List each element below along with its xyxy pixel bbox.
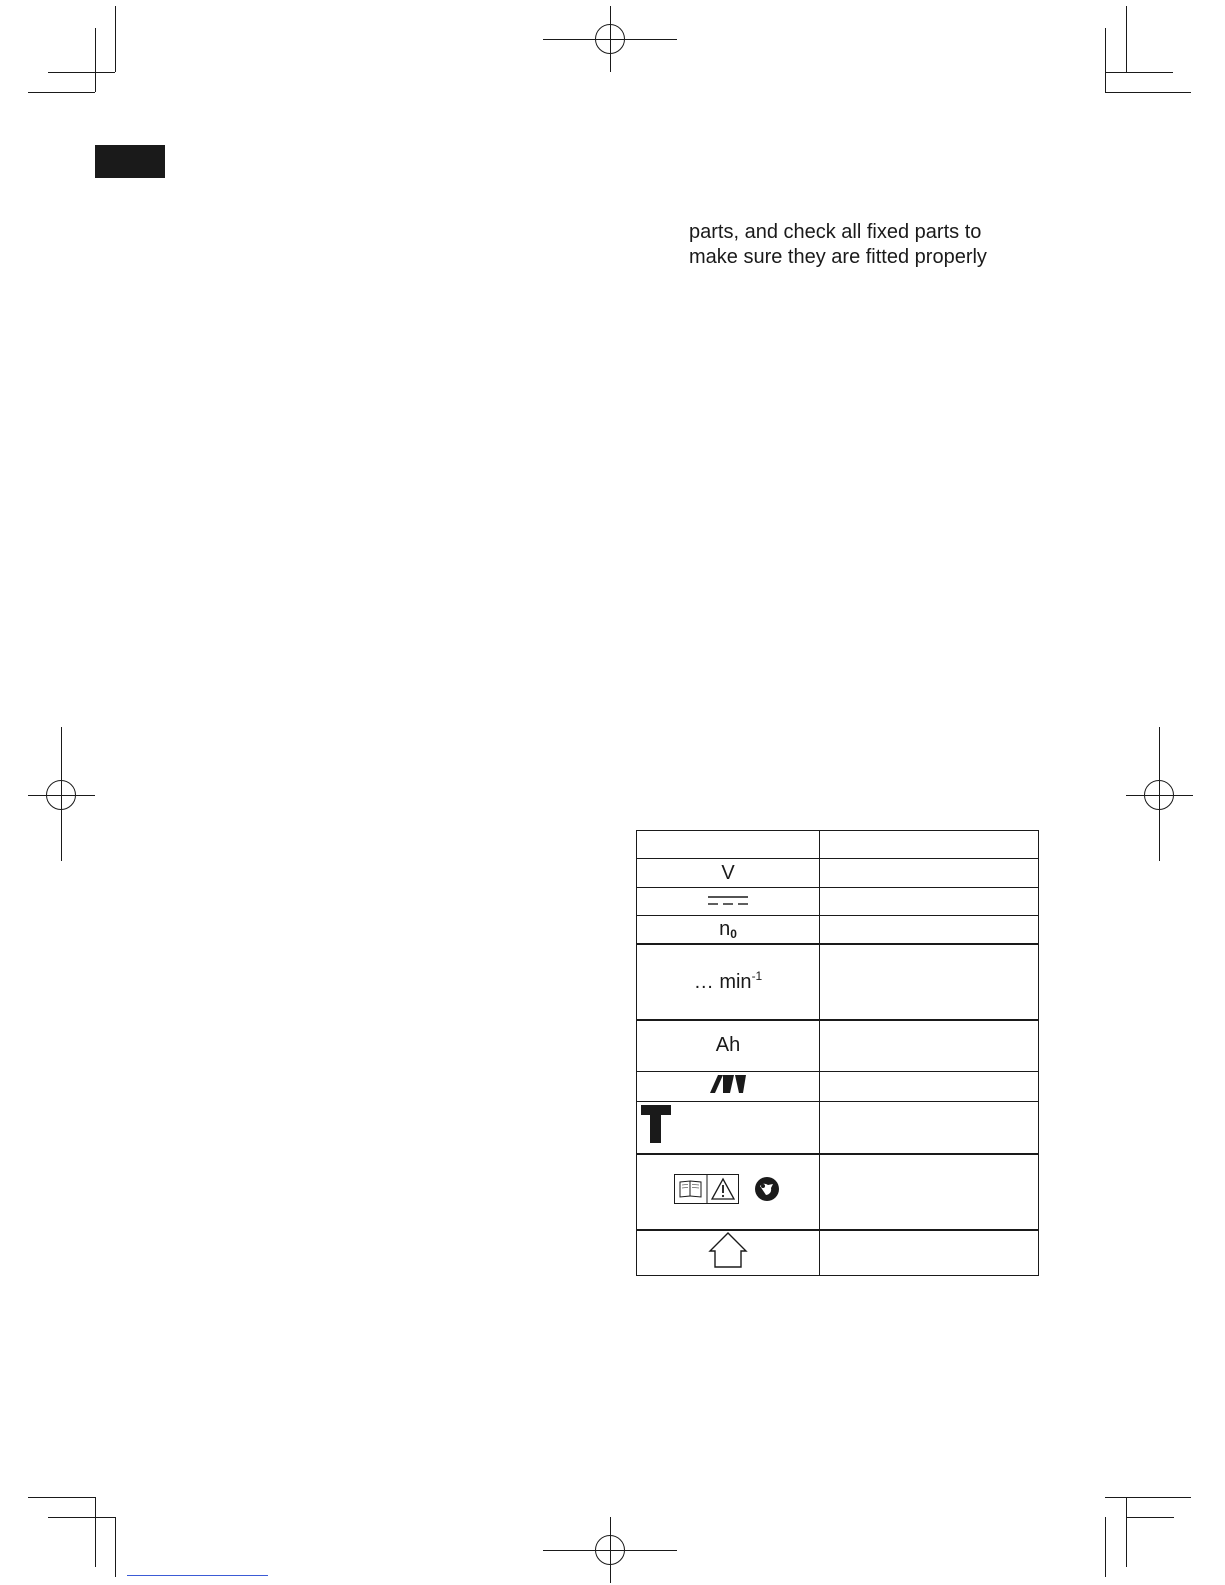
meaning-cell xyxy=(820,1072,1039,1102)
table-row xyxy=(637,916,1039,944)
hammer-icon xyxy=(641,1105,671,1143)
table-row xyxy=(637,1072,1039,1102)
crop-mark xyxy=(1105,92,1191,93)
symbol-cell xyxy=(637,1020,820,1072)
crop-mark xyxy=(115,1517,116,1577)
meaning-cell xyxy=(820,1230,1039,1276)
meaning-cell xyxy=(820,916,1039,944)
read-manual-warning-icon xyxy=(674,1173,782,1205)
language-tab xyxy=(95,145,165,178)
table-row xyxy=(637,1230,1039,1276)
meaning-cell xyxy=(820,1154,1039,1230)
symbol-cell xyxy=(637,1230,820,1276)
symbol-cell xyxy=(637,1102,820,1154)
symbol-cell xyxy=(637,831,820,859)
impact-rate-icon xyxy=(710,1075,746,1093)
registration-circle xyxy=(1144,780,1174,810)
symbol-cell xyxy=(637,1072,820,1102)
crop-mark xyxy=(115,6,116,72)
crop-mark xyxy=(48,72,115,73)
table-row xyxy=(637,1154,1039,1230)
meaning-cell xyxy=(820,831,1039,859)
symbol-cell xyxy=(637,944,820,1020)
meaning-cell xyxy=(820,859,1039,888)
indoor-use-icon xyxy=(708,1231,748,1269)
table-row xyxy=(637,1020,1039,1072)
direct-current-icon xyxy=(706,893,750,907)
meaning-cell xyxy=(820,888,1039,916)
symbol-cell xyxy=(637,859,820,888)
crop-mark xyxy=(1126,1517,1174,1518)
meaning-cell xyxy=(820,1020,1039,1072)
voltage-symbol: V xyxy=(721,861,735,884)
symbol-cell xyxy=(637,916,820,944)
instruction-line: make sure they are fitted properly xyxy=(689,245,987,268)
symbol-cell xyxy=(637,1154,820,1230)
crop-mark xyxy=(1105,1517,1106,1577)
crop-mark xyxy=(28,1497,95,1498)
symbols-table xyxy=(636,830,1039,1276)
crop-mark xyxy=(48,1517,115,1518)
table-row xyxy=(637,859,1039,888)
registration-circle xyxy=(46,780,76,810)
ampere-hour-symbol: Ah xyxy=(715,1034,741,1057)
table-row xyxy=(637,888,1039,916)
crop-mark xyxy=(28,92,95,93)
crop-mark xyxy=(1126,6,1127,72)
crop-mark xyxy=(1105,1497,1191,1498)
crop-mark xyxy=(1105,28,1106,92)
table-row xyxy=(637,831,1039,859)
crop-mark xyxy=(1126,1497,1127,1567)
crop-mark xyxy=(95,1497,96,1567)
symbol-cell xyxy=(637,888,820,916)
crop-mark xyxy=(95,28,96,92)
revolutions-symbol: … $\min^{-1}$ xyxy=(693,969,763,993)
registration-circle xyxy=(595,1535,625,1565)
crop-mark xyxy=(1106,72,1173,73)
no-load-speed-symbol: $n_0$ xyxy=(719,917,737,941)
table-row xyxy=(637,944,1039,1020)
footer-link-underline xyxy=(127,1575,268,1576)
registration-circle xyxy=(595,24,625,54)
meaning-cell xyxy=(820,1102,1039,1154)
instruction-line: parts, and check all fixed parts to xyxy=(689,221,982,243)
table-row xyxy=(637,1102,1039,1154)
meaning-cell xyxy=(820,944,1039,1020)
instruction-text xyxy=(689,220,1029,269)
